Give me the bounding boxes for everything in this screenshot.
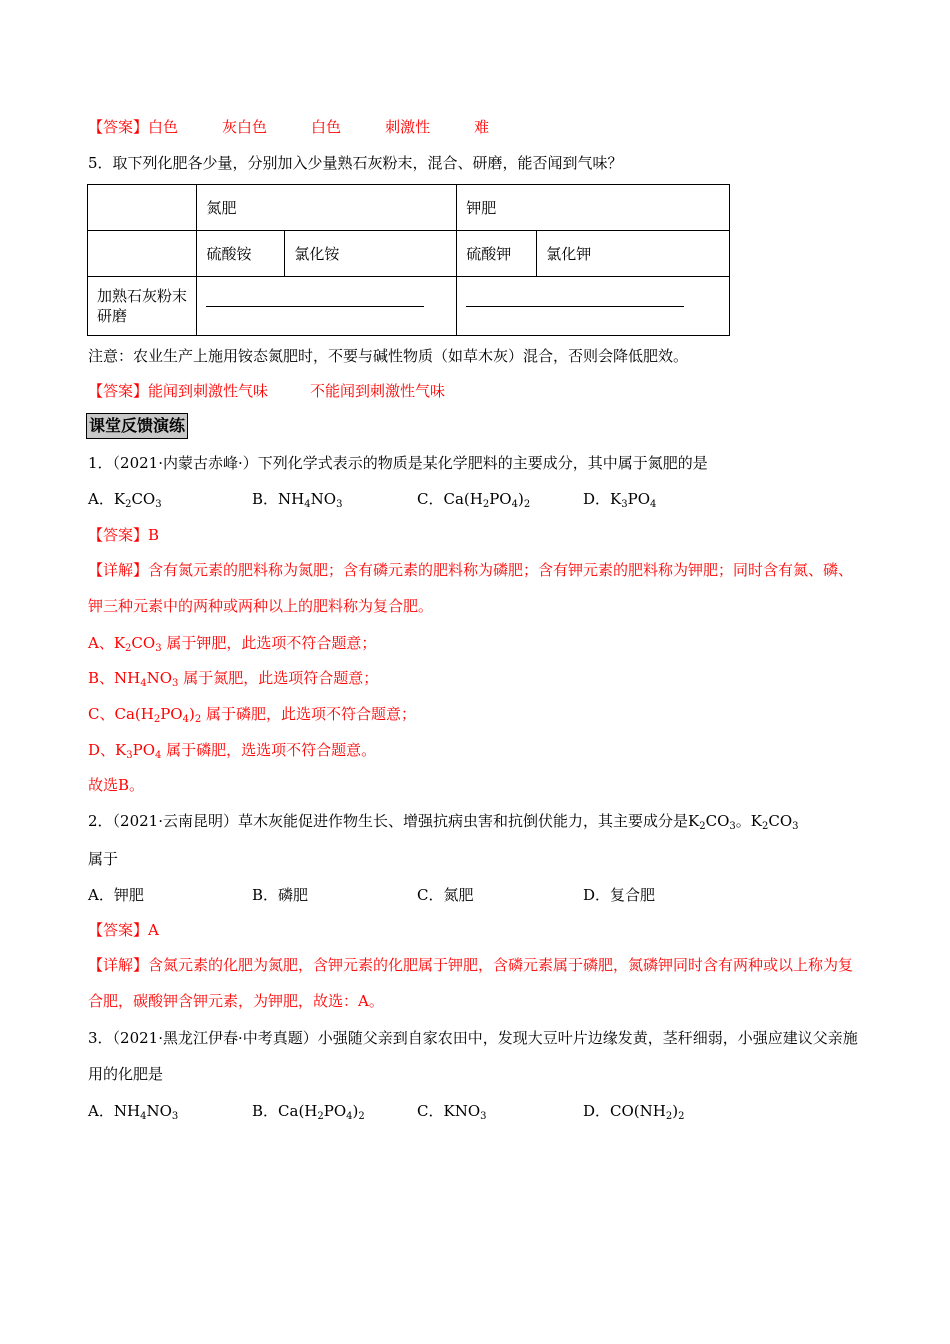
fill-blank-line [466, 306, 684, 307]
detail-text: 含氮元素的化肥为氮肥，含钾元素的化肥属于钾肥，含磷元素属于磷肥，氮磷钾同时含有两种或以上称为复合肥，碳酸钾含钾元素，为钾肥，故选：A。 [88, 956, 854, 1010]
option-a[interactable]: A．钾肥 [88, 886, 144, 904]
fertilizer-table [87, 184, 730, 336]
detail-tag: 【详解】 [88, 561, 149, 579]
p1-answer: 【答案】B [88, 526, 160, 544]
answer-item: 灰白色 [222, 118, 268, 136]
header-nitrogen: 氮肥 [197, 185, 457, 231]
answer-tag: 【答案】 [88, 118, 149, 136]
p1-stem: 1．（2021·内蒙古赤峰·）下列化学式表示的物质是某化学肥料的主要成分，其中属于氮肥的是 [88, 454, 708, 472]
option-d[interactable]: D．复合肥 [583, 886, 656, 904]
q4-answer-line [88, 116, 489, 138]
table-empty-cell [88, 231, 197, 277]
cell-potassium-sulfate: 硫酸钾 [457, 231, 537, 277]
option-d[interactable]: D．$CO(NH_2)_2$ [583, 1102, 685, 1122]
answer-tag: 【答案】 [88, 382, 149, 400]
option-c[interactable]: C．$KNO_3$ [417, 1102, 487, 1122]
detail-text: 含有氮元素的肥料称为氮肥；含有磷元素的肥料称为磷肥；含有钾元素的肥料称为钾肥；同时含有氮、磷、钾三种元素中的两种或两种以上的肥料称为复合肥。 [88, 561, 854, 615]
answer-item: 白色 [148, 118, 179, 136]
q5-answer-line [88, 380, 445, 402]
option-c[interactable]: C．$Ca(H_2PO_4)_2$ [417, 490, 531, 510]
q5-note: 注意：农业生产上施用铵态氮肥时，不要与碱性物质（如草木灰）混合，否则会降低肥效。 [88, 347, 689, 365]
option-d[interactable]: D．$K_3PO_4$ [583, 490, 657, 510]
answer-item: 刺激性 [385, 118, 431, 136]
row-label-lime-grinding: 加熟石灰粉末研磨 [88, 277, 197, 336]
fill-blank-line [206, 306, 424, 307]
p1-conclusion: 故选B。 [88, 776, 145, 794]
option-a[interactable]: A．$K_2CO_3$ [88, 490, 162, 510]
detail-tag: 【详解】 [88, 956, 149, 974]
p1-line-c: C、$Ca(H_2PO_4)_2$ 属于磷肥，此选项不符合题意； [88, 705, 417, 725]
p1-detail [88, 552, 863, 624]
option-b[interactable]: B．磷肥 [252, 886, 309, 904]
p1-line-a: A、$K_2CO_3$ 属于钾肥，此选项不符合题意； [88, 634, 377, 654]
cell-ammonium-sulfate: 硫酸铵 [197, 231, 285, 277]
blank-potassium-result [457, 277, 730, 336]
option-b[interactable]: B．$Ca(H_2PO_4)_2$ [252, 1102, 365, 1122]
answer-item: 难 [474, 118, 490, 136]
option-c[interactable]: C．氮肥 [417, 886, 474, 904]
option-b[interactable]: B．$NH_4NO_3$ [252, 490, 343, 510]
p1-line-b: B、$NH_4NO_3$ 属于氮肥，此选项符合题意； [88, 669, 379, 689]
section-title: 课堂反馈演练 [86, 413, 188, 439]
answer-item: 能闻到刺激性气味 [148, 382, 269, 400]
table-corner-cell [88, 185, 197, 231]
blank-nitrogen-result [197, 277, 457, 336]
p2-stem: 2．（2021·云南昆明）草木灰能促进作物生长、增强抗病虫害和抗倒伏能力，其主要成分是$K_2CO_3$。$K_2CO_3$ [88, 812, 799, 832]
p2-answer: 【答案】A [88, 921, 159, 939]
answer-item: 不能闻到刺激性气味 [310, 382, 446, 400]
cell-ammonium-chloride: 氯化铵 [285, 231, 457, 277]
p2-stem-cont: 属于 [88, 850, 119, 868]
q5-stem: 5．取下列化肥各少量，分别加入少量熟石灰粉末，混合、研磨，能否闻到气味？ [88, 154, 623, 172]
p1-line-d: D、$K_3PO_4$ 属于磷肥，选选项不符合题意。 [88, 741, 377, 761]
option-a[interactable]: A．$NH_4NO_3$ [88, 1102, 179, 1122]
cell-potassium-chloride: 氯化钾 [537, 231, 730, 277]
p2-detail [88, 947, 863, 1019]
answer-item: 白色 [311, 118, 342, 136]
p3-stem: 3．（2021·黑龙江伊春·中考真题）小强随父亲到自家农田中，发现大豆叶片边缘发黄，茎秆细弱，小强应建议父亲施用的化肥是 [88, 1029, 858, 1083]
header-potassium: 钾肥 [457, 185, 730, 231]
